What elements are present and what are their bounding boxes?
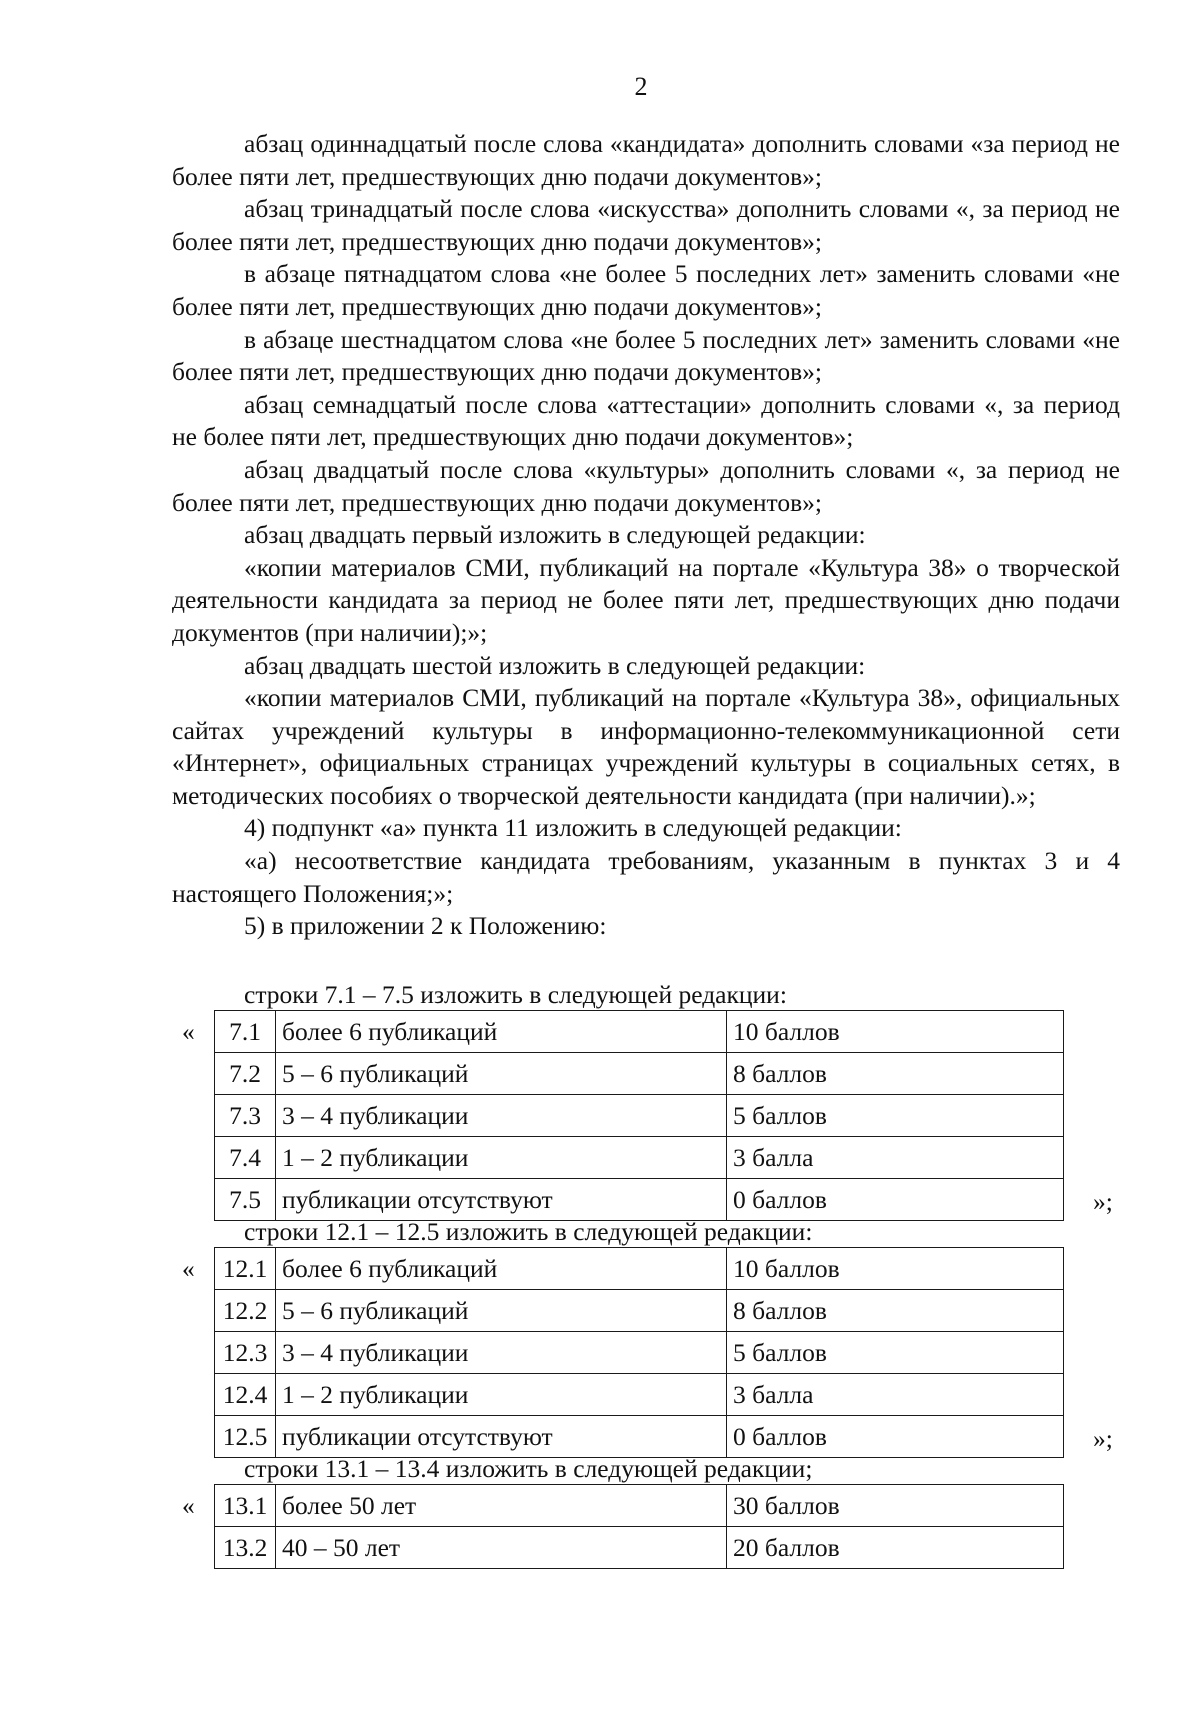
table-row [215,1179,1064,1221]
table-row [215,1416,1064,1458]
row-description: 1 – 2 публикации [276,1374,727,1416]
table-row [215,1374,1064,1416]
row-description: 5 – 6 публикаций [276,1290,727,1332]
paragraph: «а) несоответствие кандидата требованиям, указанным в пунктах 3 и 4 настоящего Положения;»; [172,846,1120,908]
row-number: 12.1 [215,1248,276,1290]
row-description: публикации отсутствуют [276,1179,727,1221]
row-description: 3 – 4 публикации [276,1332,727,1374]
row-description: 3 – 4 публикации [276,1095,727,1137]
paragraph: в абзаце пятнадцатом слова «не более 5 последних лет» заменить словами «не более пяти лет, предшествующих дню подачи документов»; [172,259,1120,321]
row-description: 40 – 50 лет [276,1527,727,1569]
table-lead-text: строки 7.1 – 7.5 изложить в следующей редакции: [244,980,787,1009]
scores-table-12 [214,1247,1064,1458]
row-score: 0 баллов [727,1416,1064,1458]
row-score: 20 баллов [727,1527,1064,1569]
table-row [215,1332,1064,1374]
row-score: 5 баллов [727,1332,1064,1374]
row-number: 12.3 [215,1332,276,1374]
row-number: 13.2 [215,1527,276,1569]
paragraph: абзац двадцатый после слова «культуры» дополнить словами «, за период не более пяти лет, предшествующих дню подачи документов»; [172,454,1120,517]
scores-table-13 [214,1484,1064,1569]
page-number: 2 [634,72,648,101]
row-score: 8 баллов [727,1290,1064,1332]
row-number: 13.1 [215,1485,276,1527]
row-score: 10 баллов [727,1248,1064,1290]
paragraph: в абзаце шестнадцатом слова «не более 5 последних лет» заменить словами «не более пяти лет, предшествующих дню подачи документов»; [172,324,1120,387]
row-description: публикации отсутствуют [276,1416,727,1458]
row-number: 7.3 [215,1095,276,1137]
row-score: 5 баллов [727,1095,1064,1137]
table-row [215,1527,1064,1569]
row-score: 10 баллов [727,1011,1064,1053]
row-number: 12.4 [215,1374,276,1416]
row-description: более 6 публикаций [276,1248,727,1290]
opening-quote: « [182,1254,195,1283]
row-score: 0 баллов [727,1179,1064,1221]
row-score: 30 баллов [727,1485,1064,1527]
row-description: более 50 лет [276,1485,727,1527]
paragraph: абзац двадцать первый изложить в следующей редакции: [244,520,866,550]
row-number: 12.5 [215,1416,276,1458]
table-row [215,1053,1064,1095]
table-lead-text: строки 13.1 – 13.4 изложить в следующей редакции; [244,1454,813,1483]
row-number: 7.4 [215,1137,276,1179]
paragraph: «копии материалов СМИ, публикаций на портале «Культура 38», официальных сайтах учреждений культуры в информационно-телекоммуникационной сети «Интернет», официальных страницах учреждений культуры в социальных сетях, в методических пособиях о творческой деятельности кандидата (при наличии).»; [172,683,1120,810]
row-description: более 6 публикаций [276,1011,727,1053]
table-row [215,1137,1064,1179]
paragraph: 4) подпункт «а» пункта 11 изложить в следующей редакции: [244,813,902,843]
closing-quote: »; [1093,1424,1113,1453]
opening-quote: « [182,1491,195,1520]
table-row [215,1248,1064,1290]
paragraph: абзац тринадцатый после слова «искусства» дополнить словами «, за период не более пяти лет, предшествующих дню подачи документов»; [172,194,1120,256]
row-number: 7.2 [215,1053,276,1095]
row-number: 7.1 [215,1011,276,1053]
paragraph: абзац семнадцатый после слова «аттестации» дополнить словами «, за период не более пяти лет, предшествующих дню подачи документов»; [172,389,1120,452]
table-row [215,1011,1064,1053]
row-number: 12.2 [215,1290,276,1332]
scores-table-7 [214,1010,1064,1221]
row-number: 7.5 [215,1179,276,1221]
body-text [172,128,1120,943]
opening-quote: « [182,1017,195,1046]
paragraph: абзац двадцать шестой изложить в следующей редакции: [244,650,866,680]
table-row [215,1095,1064,1137]
table-row [215,1485,1064,1527]
paragraph: 5) в приложении 2 к Положению: [244,911,607,941]
paragraph: абзац одиннадцатый после слова «кандидата» дополнить словами «за период не более пяти лет, предшествующих дню подачи документов»; [172,129,1120,191]
table-row [215,1290,1064,1332]
row-description: 5 – 6 публикаций [276,1053,727,1095]
row-score: 3 балла [727,1374,1064,1416]
table-lead-text: строки 12.1 – 12.5 изложить в следующей редакции: [244,1217,813,1246]
row-score: 8 баллов [727,1053,1064,1095]
paragraph: «копии материалов СМИ, публикаций на портале «Культура 38» о творческой деятельности кандидата за период не более пяти лет, предшествующих дню подачи документов (при наличии);»; [172,552,1120,647]
row-description: 1 – 2 публикации [276,1137,727,1179]
row-score: 3 балла [727,1137,1064,1179]
closing-quote: »; [1093,1187,1113,1216]
